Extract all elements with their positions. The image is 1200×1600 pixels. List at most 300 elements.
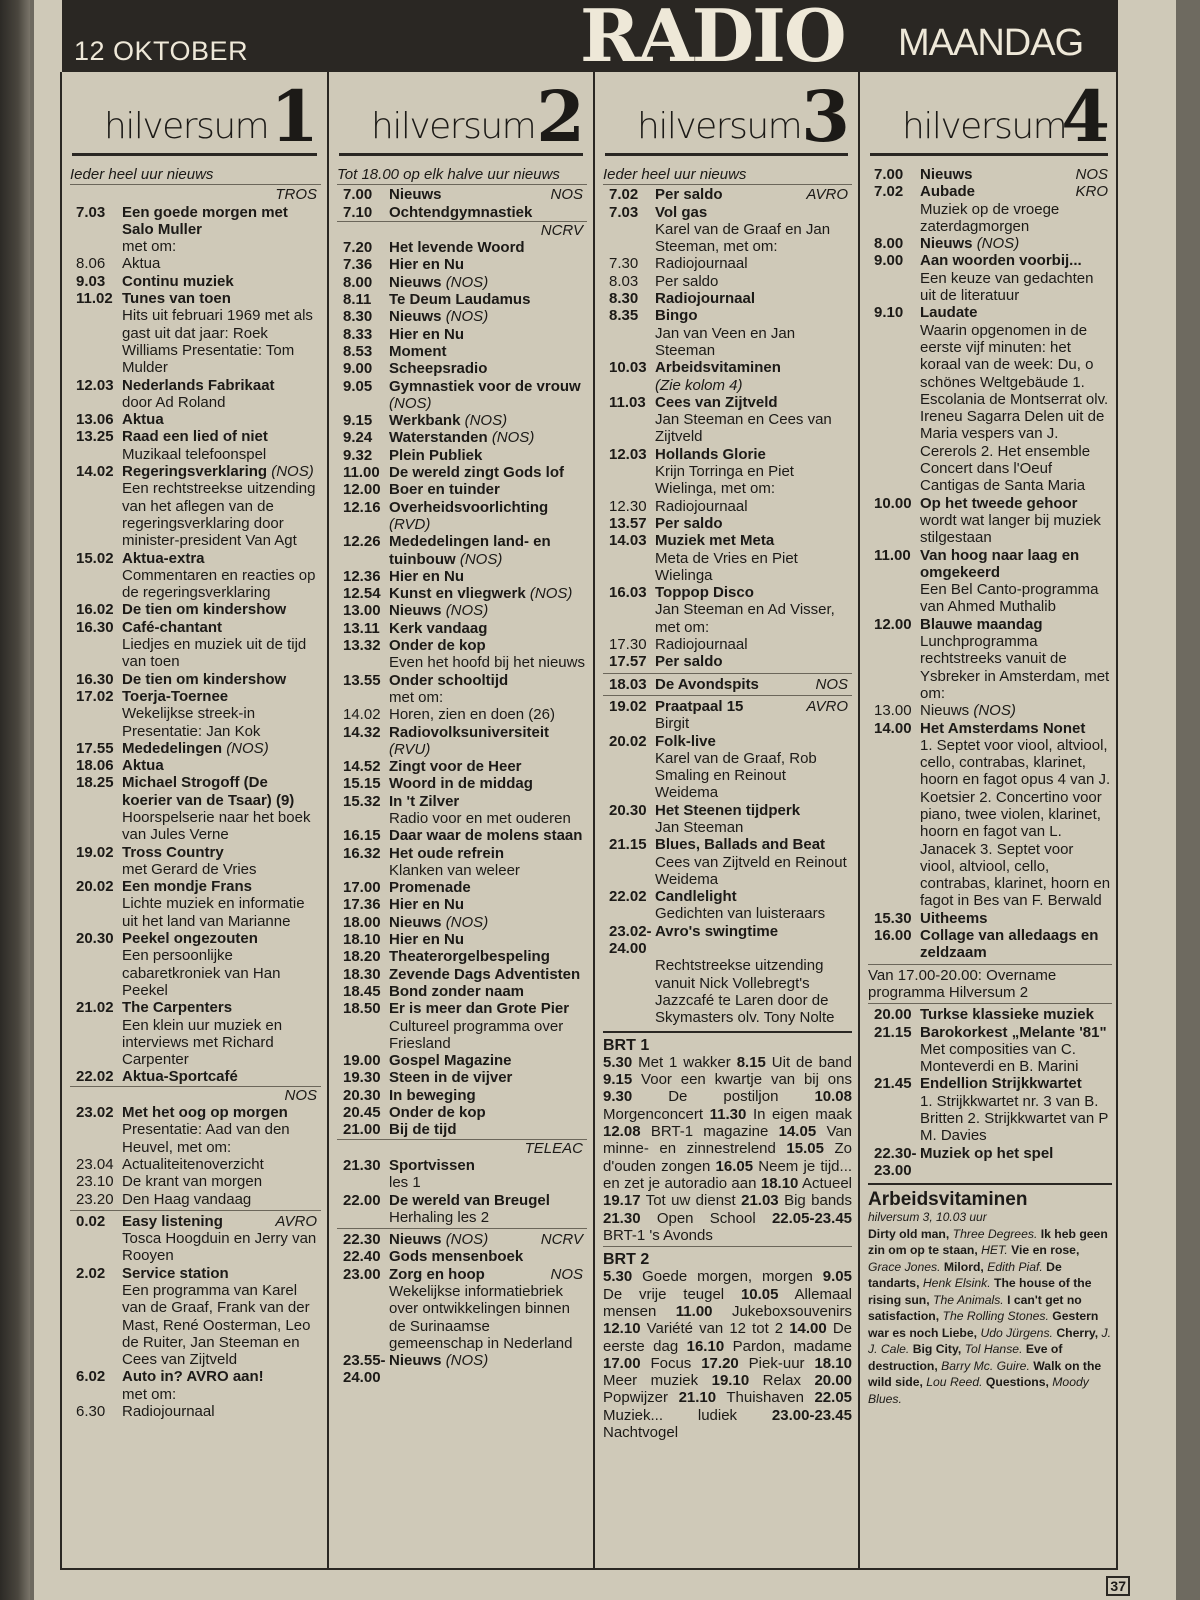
program-time: 22.05-23.45 [771, 1209, 853, 1227]
program-entry [603, 255, 852, 272]
program-title-line [122, 1265, 321, 1282]
program-title-text: Er is meer dan Grote Pier [389, 1000, 570, 1018]
program-time: 17.55 [76, 739, 114, 757]
program-time: 20.30 [609, 801, 647, 819]
program-time: 17.30 [609, 636, 647, 654]
program-description: Een Bel Canto-programma van Ahmed Muthalib [920, 581, 1099, 616]
program-entry [337, 931, 587, 948]
program-title [122, 619, 222, 636]
program-description: Een persoonlijke cabaretkroniek van Han Peekel [122, 947, 281, 999]
program-title-line [655, 802, 852, 819]
program-description: met Gerard de Vries [122, 860, 257, 878]
station-masthead [62, 72, 327, 162]
program-entry [337, 360, 587, 377]
program-title: Van minne- en zinnestrelend [603, 1123, 853, 1158]
program-description: Cultureel programma over Friesland [389, 1017, 564, 1052]
program-title [389, 378, 587, 413]
program-entry [603, 186, 852, 203]
program-title [920, 547, 1112, 582]
program-title-line [389, 793, 587, 810]
program-time: 9.10 [874, 304, 904, 322]
program-title-text: Café-chantant [122, 618, 223, 636]
program-entry [337, 499, 587, 534]
song-title: De tandarts, [868, 1259, 1062, 1291]
program-title-line [389, 533, 587, 568]
program-title [389, 533, 587, 568]
program-entry [868, 547, 1112, 616]
program-time: 5.30 [603, 1053, 633, 1071]
program-title [920, 910, 988, 927]
program-title-line [655, 307, 852, 324]
page-number: 37 [1106, 1576, 1130, 1596]
program-title [122, 999, 232, 1016]
program-title [389, 1192, 550, 1209]
arbeidsvitaminen-box [868, 1191, 1112, 1407]
program-time: 7.00 [343, 186, 373, 204]
program-title-line [920, 304, 1112, 321]
program-title-text: Mededelingen [122, 739, 223, 757]
program-title-text: Per saldo [655, 514, 723, 532]
program-title-line [122, 1368, 321, 1385]
program-title [122, 1104, 288, 1121]
program-time: 23.00-23.45 [771, 1406, 852, 1424]
program-time: 16.02 [76, 601, 114, 619]
column-hilversum-2 [327, 72, 593, 1568]
program-title [122, 688, 228, 705]
program-title-line [655, 446, 852, 463]
program-description: Hoorspelserie naar het boek van Jules Verne [122, 808, 311, 844]
station-masthead [860, 72, 1118, 162]
program-title-text: Aktua [122, 757, 164, 775]
brt2-schedule [603, 1268, 852, 1441]
program-title [389, 724, 587, 759]
program-time: 12.30 [609, 497, 647, 515]
program-entry [337, 983, 587, 1000]
program-title-line [389, 1266, 587, 1283]
program-description: Wekelijkse informatiebriek over ontwikkelingen binnen de Surinaamse gemeenschap in Nederland [389, 1283, 573, 1352]
program-description: Klanken van weleer [389, 861, 520, 879]
program-time: 14.02 [76, 463, 114, 481]
program-time: 13.32 [343, 637, 381, 655]
program-entry [70, 1213, 321, 1265]
song-artist: Udo Jürgens. [980, 1325, 1053, 1340]
program-entry [337, 672, 587, 707]
program-title-text: Hollands Glorie [655, 445, 766, 463]
program-title-text: Onder schooltijd [389, 671, 509, 689]
program-time: 12.00 [874, 615, 912, 633]
program-entry [337, 1192, 587, 1227]
program-title-line [655, 698, 852, 715]
program-entry [868, 304, 1112, 494]
broadcaster-label: NOS [1075, 166, 1108, 183]
program-title-line [389, 966, 587, 983]
program-description: wordt wat langer bij muziek stilgestaan [920, 511, 1101, 547]
program-title-text: Auto in? AVRO aan! [122, 1368, 264, 1386]
program-title-text: Nieuws [389, 1231, 442, 1249]
program-title-text: In beweging [389, 1086, 476, 1104]
program-title-text: Nederlands Fabrikaat [122, 376, 275, 394]
program-title-line [920, 183, 1112, 200]
program-title [389, 793, 459, 810]
program-time: 21.00 [343, 1121, 381, 1139]
program-title [122, 774, 321, 809]
program-description: Met composities van C. Monteverdi en B. Marini [920, 1040, 1079, 1076]
program-entry [70, 757, 321, 774]
program-title-line [920, 166, 1112, 183]
program-source: (NOS) [973, 702, 1016, 720]
brt1-section [603, 1037, 852, 1245]
program-title-line [920, 495, 1112, 512]
program-entry [337, 186, 587, 203]
program-time: 11.00 [874, 546, 911, 564]
program-time: 20.30 [343, 1086, 381, 1104]
program-list [860, 162, 1118, 1407]
program-title [389, 706, 555, 723]
program-title [389, 412, 507, 429]
program-entry [337, 1352, 587, 1387]
program-title: Nachtvogel [603, 1424, 679, 1442]
program-time: 8.03 [609, 272, 639, 290]
program-title [655, 290, 755, 307]
song-title: Cherry, [1056, 1325, 1099, 1340]
program-entry [337, 1104, 587, 1121]
program-description: Birgit [655, 715, 690, 733]
program-title-line [389, 1248, 587, 1265]
station-number: 4 [1061, 75, 1110, 158]
program-title-text: Hier en Nu [389, 256, 465, 274]
program-list [595, 162, 858, 1441]
program-title-line [389, 343, 587, 360]
program-title [655, 676, 759, 693]
program-time: 12.10 [603, 1320, 641, 1338]
broadcaster-label: NCRV [337, 221, 587, 239]
program-title-line [389, 1104, 587, 1121]
program-title-text: Muziek op het spel [920, 1144, 1054, 1162]
program-title-text: Hier en Nu [389, 931, 465, 949]
program-title-line [389, 914, 587, 931]
program-title [122, 273, 234, 290]
program-title-text: Zorg en hoop [389, 1265, 485, 1283]
program-time: 23.20 [76, 1190, 114, 1208]
program-title [122, 1173, 262, 1190]
program-title [389, 1069, 512, 1086]
program-title-line [389, 724, 587, 759]
program-description: Commentaren en reacties op de regeringsverklaring [122, 566, 316, 602]
program-time: 10.05 [740, 1285, 779, 1303]
program-time: 15.15 [343, 775, 381, 793]
schedule-grid [60, 72, 1118, 1570]
program-time: 10.08 [814, 1088, 852, 1106]
program-entry [70, 1173, 321, 1190]
program-title: De vrije teugel [603, 1285, 725, 1303]
program-title-text: Gospel Magazine [389, 1052, 512, 1070]
program-title-text: Laudate [920, 304, 978, 322]
program-description: 1. Septet voor viool, altviool, cello, contrabas, klarinet, hoorn en fagot opus 4 van J. Koetsier 2. Concertino voor piano, twee violen, klarinet, hoorn en fagot van L. Janacek 3. Septet voor viool, altviool, cello, contrabas, klarinet, hoorn en fagot in Bes van F. Berwald [920, 736, 1111, 910]
program-time: 14.02 [343, 706, 381, 724]
song-title: Ik heb geen zin om op te staan, [868, 1226, 1108, 1258]
program-time: 18.20 [343, 948, 381, 966]
column-hilversum-1 [62, 72, 327, 1568]
program-entry [70, 1104, 321, 1156]
program-entry [337, 204, 587, 221]
brt2-title: BRT 2 [603, 1251, 650, 1269]
program-entry [337, 326, 587, 343]
program-title-text: Aubade [920, 183, 976, 201]
song-artist: Tol Hanse. [964, 1342, 1023, 1357]
program-title [655, 698, 743, 715]
program-title-text: Plein Publiek [389, 446, 483, 464]
program-title-text: Hier en Nu [389, 896, 465, 914]
program-time: 2.02 [76, 1264, 106, 1282]
program-time: 17.02 [76, 687, 114, 705]
program-title-text: Radiojournaal [655, 290, 756, 308]
program-time: 14.05 [778, 1123, 817, 1141]
program-time: 5.30 [603, 1268, 633, 1286]
program-title [389, 1352, 488, 1387]
program-title-text: Gods mensenboek [389, 1248, 524, 1266]
program-title-line [122, 428, 321, 445]
program-title [389, 827, 582, 844]
program-time: 7.00 [874, 166, 904, 183]
program-title [920, 616, 1043, 633]
program-title [655, 532, 774, 549]
program-title [122, 601, 286, 618]
program-title: BRT-1 's Avonds [603, 1226, 713, 1244]
program-title [122, 1403, 215, 1420]
program-time: 20.00 [814, 1372, 853, 1390]
program-title [389, 291, 530, 308]
program-time: 23.04 [76, 1155, 114, 1173]
program-entry [868, 1075, 1112, 1144]
program-title-text: Werkbank [389, 412, 461, 430]
program-time: 12.00 [343, 481, 381, 499]
program-title-line [920, 702, 1112, 719]
program-title [389, 585, 572, 602]
program-time: 6.02 [76, 1368, 106, 1386]
song-title: Big City, [912, 1342, 962, 1357]
program-title-line [389, 775, 587, 792]
program-entry [337, 793, 587, 828]
program-time: 17.57 [609, 653, 647, 671]
station-masthead [329, 72, 593, 162]
program-title [920, 1024, 1107, 1041]
program-title-text: Nieuws [389, 308, 442, 326]
program-title [920, 183, 975, 200]
program-title-text: Zevende Dags Adventisten [389, 965, 581, 983]
program-title-line [122, 1156, 321, 1173]
program-title-line [655, 290, 852, 307]
program-title-text: Raad een lied of niet [122, 428, 268, 446]
program-title-text: Aan woorden voorbij... [920, 252, 1082, 270]
program-time: 15.32 [343, 792, 381, 810]
program-time: 7.02 [609, 186, 639, 204]
program-title: Meer muziek [603, 1372, 699, 1390]
program-title-line [920, 616, 1112, 633]
program-title-line [122, 619, 321, 636]
program-time: 12.03 [609, 445, 647, 463]
program-title [389, 568, 464, 585]
program-title [122, 844, 224, 861]
program-entry [868, 183, 1112, 235]
program-time: 19.30 [343, 1069, 381, 1087]
station-number: 1 [270, 75, 319, 158]
program-title-line [655, 923, 852, 958]
program-title [389, 343, 447, 360]
program-title-line [122, 290, 321, 307]
program-entry [337, 1052, 587, 1069]
program-entry [868, 166, 1112, 183]
program-entry [70, 411, 321, 428]
program-title [655, 923, 778, 958]
broadcaster-label: NOS [70, 1086, 321, 1104]
program-time: 14.52 [343, 758, 381, 776]
station-masthead [595, 72, 858, 162]
program-title-text: Bingo [655, 307, 698, 325]
program-title [920, 927, 1112, 962]
program-title [389, 775, 533, 792]
program-entry [337, 1157, 587, 1192]
program-title [122, 878, 252, 895]
program-entry [337, 966, 587, 983]
program-title [389, 1121, 457, 1138]
program-time: 21.03 [741, 1192, 779, 1210]
program-entry [70, 601, 321, 618]
program-title [389, 1104, 486, 1121]
program-title-text: Horen, zien en doen (26) [389, 706, 555, 724]
program-time: 16.00 [874, 927, 912, 945]
program-title-text: Radiovolksuniversiteit [389, 723, 550, 741]
program-title-line [920, 927, 1112, 962]
program-title-text: Toppop Disco [655, 584, 754, 602]
program-entry [70, 550, 321, 602]
program-title [122, 1368, 264, 1385]
program-title [655, 186, 723, 203]
program-time: 23.10 [76, 1173, 114, 1191]
program-time: 7.20 [343, 239, 373, 257]
program-title [122, 1191, 251, 1208]
program-description: (Zie kolom 4) [655, 376, 743, 394]
program-entry [603, 698, 852, 733]
song-title: Vie en rose, [1011, 1243, 1080, 1258]
program-description: Een keuze van gedachten uit de literatuur [920, 269, 1094, 305]
program-time: 22.02 [609, 888, 647, 906]
program-entry [70, 255, 321, 272]
magazine-page [34, 0, 1176, 1600]
program-title-line [389, 948, 587, 965]
program-time: 9.30 [603, 1088, 633, 1106]
program-title-line [122, 377, 321, 394]
program-title-line [122, 999, 321, 1016]
program-entry [603, 307, 852, 359]
program-title-line [389, 204, 587, 221]
program-title-text: Nieuws [389, 602, 442, 620]
program-title-text: Per saldo [655, 653, 723, 671]
program-time: 16.03 [609, 584, 647, 602]
program-entry [868, 910, 1112, 927]
program-entry [70, 1265, 321, 1369]
program-entry [337, 602, 587, 619]
program-time: 18.10 [814, 1354, 852, 1372]
program-time: 9.00 [343, 360, 373, 378]
program-source: (NOS) [976, 235, 1020, 253]
program-time: 12.16 [343, 498, 381, 516]
program-title-line [122, 273, 321, 290]
program-title: In eigen maak [752, 1105, 852, 1123]
program-title-line [920, 720, 1112, 737]
program-entry [603, 802, 852, 837]
program-time: 9.24 [343, 429, 373, 447]
song-artist: The Animals. [933, 1292, 1004, 1307]
program-entry [868, 616, 1112, 702]
program-entry [603, 888, 852, 923]
program-entry [337, 585, 587, 602]
program-title-text: Aktua-Sportcafé [122, 1068, 238, 1086]
program-entry [337, 481, 587, 498]
program-title-line [920, 547, 1112, 582]
program-entry [70, 290, 321, 376]
program-title: De postiljon [668, 1088, 779, 1106]
program-title: Relax [762, 1372, 801, 1390]
program-title-text: Het levende Woord [389, 239, 525, 257]
program-title-line [389, 464, 587, 481]
program-title-text: Overheidsvoorlichting [389, 498, 549, 516]
program-entry [337, 896, 587, 913]
news-note: Ieder heel uur nieuws [603, 166, 852, 185]
program-description: door Ad Roland [122, 393, 226, 411]
program-title-line [122, 1403, 321, 1420]
program-entry [337, 1231, 587, 1248]
program-title [655, 394, 778, 411]
program-entry [70, 878, 321, 930]
program-title [122, 255, 160, 272]
program-title-text: Het Amsterdams Nonet [920, 719, 1086, 737]
program-title-line [389, 274, 587, 291]
program-entry [337, 533, 587, 568]
program-source: (NOS) [389, 394, 432, 412]
program-time: 23.00 [343, 1265, 381, 1283]
program-title [920, 252, 1082, 269]
program-entry [70, 930, 321, 999]
program-title-line [655, 359, 852, 376]
program-entry [337, 291, 587, 308]
program-description: Jan van Veen en Jan Steeman [655, 324, 796, 359]
program-entry [337, 378, 587, 413]
program-title-line [389, 827, 587, 844]
program-time: 11.30 [709, 1105, 747, 1123]
program-title-text: Onder de kop [389, 637, 486, 655]
program-title-line [920, 910, 1112, 927]
station-number: 2 [536, 75, 585, 158]
program-title [389, 1000, 569, 1017]
program-title [389, 447, 482, 464]
program-source: (RVD) [389, 515, 431, 533]
program-title [655, 733, 716, 750]
song-artist: HET. [981, 1243, 1008, 1258]
program-title [655, 446, 766, 463]
program-title-text: Radiojournaal [655, 497, 748, 515]
program-entry [337, 1248, 587, 1265]
program-time: 8.11 [343, 291, 372, 309]
program-title [389, 256, 464, 273]
program-time: 14.00 [874, 719, 912, 737]
program-time: 9.03 [76, 272, 106, 290]
program-list [62, 162, 327, 1420]
song-artist: Henk Elsink. [922, 1276, 991, 1291]
program-source: (NOS) [226, 739, 269, 757]
program-title [389, 239, 525, 256]
brt1-title: BRT 1 [603, 1036, 650, 1054]
program-title-line [122, 740, 321, 757]
